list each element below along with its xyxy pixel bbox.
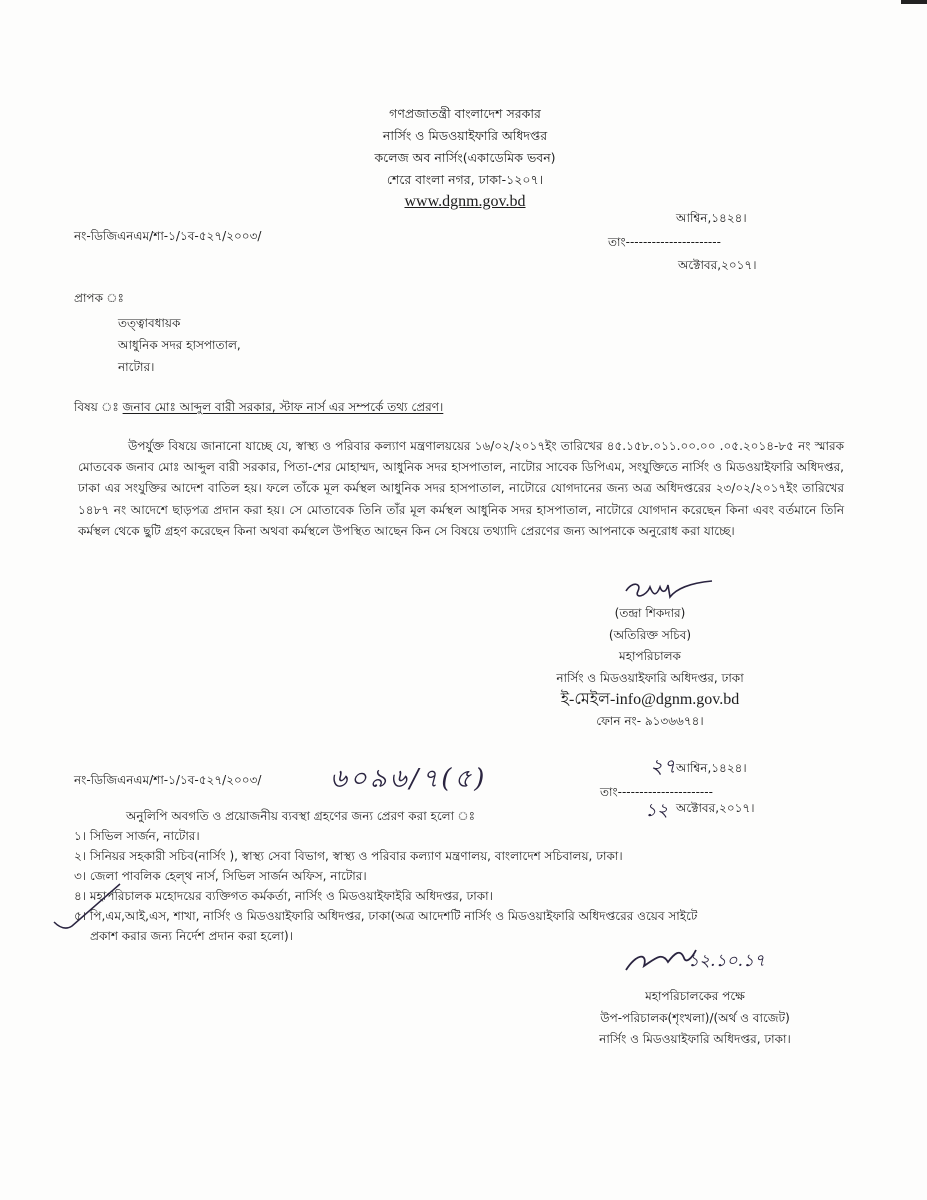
copy-memo-date-english: অক্টোবর,২০১৭।: [676, 801, 755, 815]
handwritten-check-mark: [50, 880, 130, 940]
recipient-location: নাটোর।: [118, 360, 155, 374]
letter-body: [78, 436, 844, 542]
signatory1-office: নার্সিং ও মিডওয়াইফারি অধিদপ্তর, ঢাকা: [556, 670, 744, 685]
body-paragraph: উপর্যুক্ত বিষয়ে জানানো যাচ্ছে যে, স্বাস্থ্য ও পরিবার কল্যাণ মন্ত্রণালয়য়ের ১৬/০২/২০১৭ইং তারিখের ৪৫.১৫৮.০১১.০০.০০ .০৫.২০১৪-৮৫ নং স্মারক মোতবেক জনাব মোঃ আব্দুল বারী সরকার, পিতা-শের মোহাম্মদ, আধুনিক সদর হাসপাতাল, নাটোর সাবেক ডিপিএম, সংযুক্তিতে নার্সিং ও মিডওয়াইফারি অধিদপ্তর, ঢাকা এর সংযুক্তির আদেশ বাতিল হয়। ফলে তাঁকে মূল কর্মস্থল আধুনিক সদর হাসপাতাল, নাটোরে যোগদানের জন্য অত্র অধিদপ্তরের ২৩/০২/২০১৭ইং তারিখের ১৪৮৭ নং আদেশে ছাড়পত্র প্রদান করা হয়। সে মোতাবেক তিনি তাঁর মূল কর্মস্থল আধুনিক সদর হাসপাতাল, নাটোরে যোগদান করেছেন কিনা এবং বর্তমানে তিনি কর্মস্থল থেকে ছুটি গ্রহণ করেছেন কিনা অথবা কর্মস্থলে উপস্থিত আছেন কিন সে বিষয়ে তথ্যাদি প্রেরণের জন্য আপনাকে অনুরোধ করা যাচ্ছে।: [78, 439, 844, 538]
letterhead-government: গণপ্রজাতন্ত্রী বাংলাদেশ সরকার: [389, 106, 541, 121]
copy-recipient: ১। সিভিল সার্জন, নাটোর।: [74, 829, 200, 843]
subject-text: জনাব মোঃ আব্দুল বারী সরকার, স্টাফ নার্স এর সম্পর্কে তথ্য প্রেরণ।: [122, 400, 444, 414]
memo-date-english: অক্টোবর,২০১৭।: [678, 258, 757, 272]
scan-edge: [901, 0, 927, 4]
recipient-designation: তত্ত্বাবধায়ক: [118, 316, 181, 330]
subject-label: বিষয় ঃ: [74, 400, 119, 414]
copy-distribution-list: [74, 806, 697, 946]
signatory2-title: উপ-পরিচালক(শৃংখলা)/(অর্থ ও বাজেট): [600, 1010, 790, 1025]
signatory1-name: (তন্দ্রা শিকদার): [614, 606, 686, 620]
copy-recipient-continuation: প্রকাশ করার জন্য নির্দেশ প্রদান করা হলো)।: [90, 929, 293, 943]
letterhead-college: কলেজ অব নার্সিং(একাডেমিক ভবন): [374, 150, 556, 165]
letterhead-address: শেরে বাংলা নগর, ঢাকা-১২০৭।: [386, 172, 544, 187]
signatory-block-1: [540, 603, 760, 732]
copy-memo-date-bangla: আশ্বিন,১৪২৪।: [676, 761, 747, 775]
handwritten-memo-number: ৬০৯৬/৭(৫): [330, 764, 488, 794]
copy-recipient: ৫। পি,এম,আই,এস, শাখা, নার্সিং ও মিডওয়াইফারি অধিদপ্তর, ঢাকা(অত্র আদেশটি নার্সিং ও মিডওয়াইফারি অধিদপ্তরের ওয়েব সাইটে: [74, 909, 698, 923]
signatory1-rank: (অতিরিক্ত সচিব): [608, 627, 692, 642]
memo-reference-number: নং-ডিজিএনএম/শা-১/১ব-৫২৭/২০০৩/: [74, 229, 262, 243]
letterhead-directorate: নার্সিং ও মিডওয়াইফারি অধিদপ্তর: [382, 128, 548, 143]
copy-memo-date-label: তাং----------------------: [600, 785, 713, 799]
signatory1-email[interactable]: ই-মেইল-info@dgnm.gov.bd: [560, 691, 740, 708]
recipient-label: প্রাপক ঃ: [74, 291, 124, 305]
memo-date-label: তাং----------------------: [608, 235, 721, 249]
copy-memo-reference-number: নং-ডিজিএনএম/শা-১/১ব-৫২৭/২০০৩/: [74, 773, 262, 787]
handwritten-day-english: ১২: [645, 800, 669, 821]
signatory1-title: মহাপরিচালক: [619, 649, 681, 663]
copy-recipient: ২। সিনিয়র সহকারী সচিব(নার্সিং ), স্বাস্থ্য সেবা বিভাগ, স্বাস্থ্য ও পরিবার কল্যাণ মন্ত্রণালয়, বাংলাদেশ সচিবালয়, ঢাকা।: [74, 849, 623, 863]
copies-intro: অনুলিপি অবগতি ও প্রয়োজনীয় ব্যবস্থা গ্রহণের জন্য প্রেরণ করা হলো ঃ: [126, 809, 476, 823]
recipient-institution: আধুনিক সদর হাসপাতাল,: [118, 338, 241, 352]
copy-recipient: ৪। মহাপরিচালক মহোদয়ের ব্যক্তিগত কর্মকর্তা, নার্সিং ও মিডওয়াইফাইরি অধিদপ্তর, ঢাকা।: [74, 889, 493, 903]
signatory-block-2: [560, 986, 830, 1051]
subject-line: [74, 399, 443, 419]
signatory2-on-behalf: মহাপরিচালকের পক্ষে: [645, 989, 745, 1003]
letterhead-website[interactable]: www.dgnm.gov.bd: [404, 193, 526, 210]
signatory2-office: নার্সিং ও মিডওয়াইফারি অধিদপ্তর, ঢাকা।: [599, 1032, 791, 1046]
copy-recipient: ৩। জেলা পাবলিক হেল্থ নার্স, সিভিল সার্জন অফিস, নাটোর।: [74, 869, 367, 883]
handwritten-sign-date: ১২.১০.১৭: [688, 951, 766, 971]
signature-director-general: [620, 575, 720, 605]
memo-date-bangla: আশ্বিন,১৪২৪।: [676, 211, 747, 225]
signatory1-phone: ফোন নং- ৯১৩৬৬৭৪।: [596, 713, 704, 728]
letterhead: [300, 103, 630, 213]
handwritten-day-bangla: ২৭: [650, 754, 677, 778]
